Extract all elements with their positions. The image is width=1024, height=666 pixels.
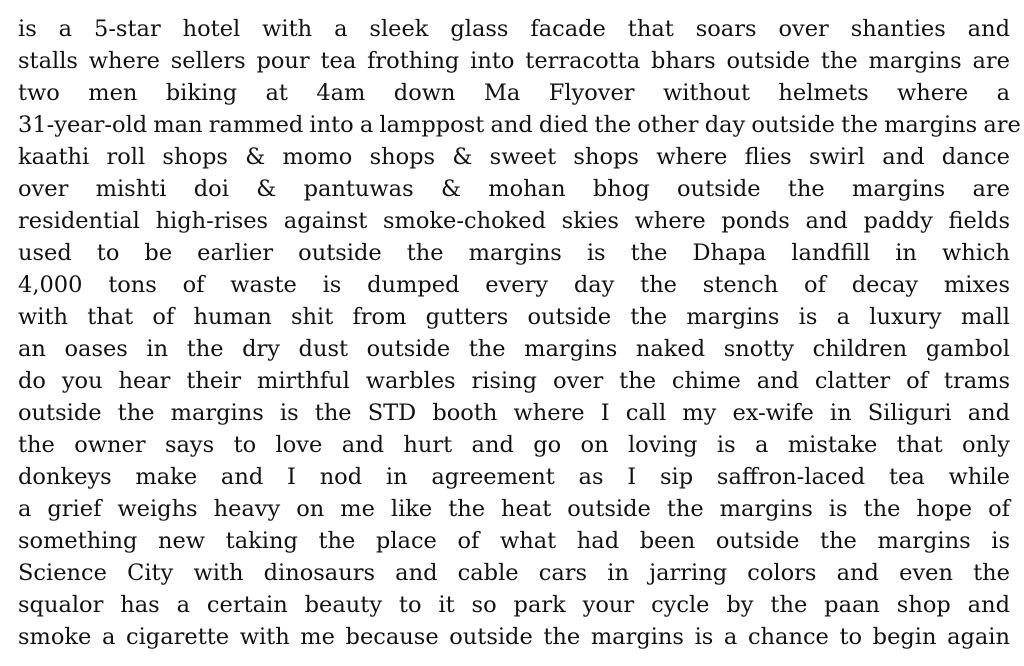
text-line: 31-year-old man rammed into a lamppost and died the other day outside the margins are (18, 112, 1021, 138)
text-line: Science City with dinosaurs and cable cars in jarring colors and even the (18, 560, 1010, 586)
text-line: two men biking at 4am down Ma Flyover without helmets where a (18, 80, 1010, 106)
text-line: an oases in the dry dust outside the margins naked snotty children gambol (18, 336, 1010, 362)
text-line: used to be earlier outside the margins is the Dhapa landfill in which (18, 240, 1010, 266)
poem-text-block (18, 13, 1021, 653)
text-line: 4,000 tons of waste is dumped every day the stench of decay mixes (18, 272, 1010, 298)
text-line: smoke a cigarette with me because outside the margins is a chance to begin again (18, 624, 1010, 650)
text-line: something new taking the place of what had been outside the margins is (18, 528, 1010, 554)
text-line: outside the margins is the STD booth where I call my ex-wife in Siliguri and (18, 400, 1010, 426)
text-line: do you hear their mirthful warbles rising over the chime and clatter of trams (18, 368, 1010, 394)
text-line: over mishti doi & pantuwas & mohan bhog outside the margins are (18, 176, 1010, 202)
text-line: the owner says to love and hurt and go on loving is a mistake that only (18, 432, 1010, 458)
text-line: with that of human shit from gutters outside the margins is a luxury mall (18, 304, 1010, 330)
text-line: stalls where sellers pour tea frothing into terracotta bhars outside the margins are (18, 48, 1010, 74)
text-line: donkeys make and I nod in agreement as I sip saffron-laced tea while (18, 464, 1010, 490)
text-line: residential high-rises against smoke-choked skies where ponds and paddy fields (18, 208, 1010, 234)
text-line: a grief weighs heavy on me like the heat outside the margins is the hope of (18, 496, 1010, 522)
text-line: is a 5-star hotel with a sleek glass facade that soars over shanties and (18, 16, 1010, 42)
text-line: kaathi roll shops & momo shops & sweet shops where flies swirl and dance (18, 144, 1010, 170)
text-line: squalor has a certain beauty to it so park your cycle by the paan shop and (18, 592, 1010, 618)
